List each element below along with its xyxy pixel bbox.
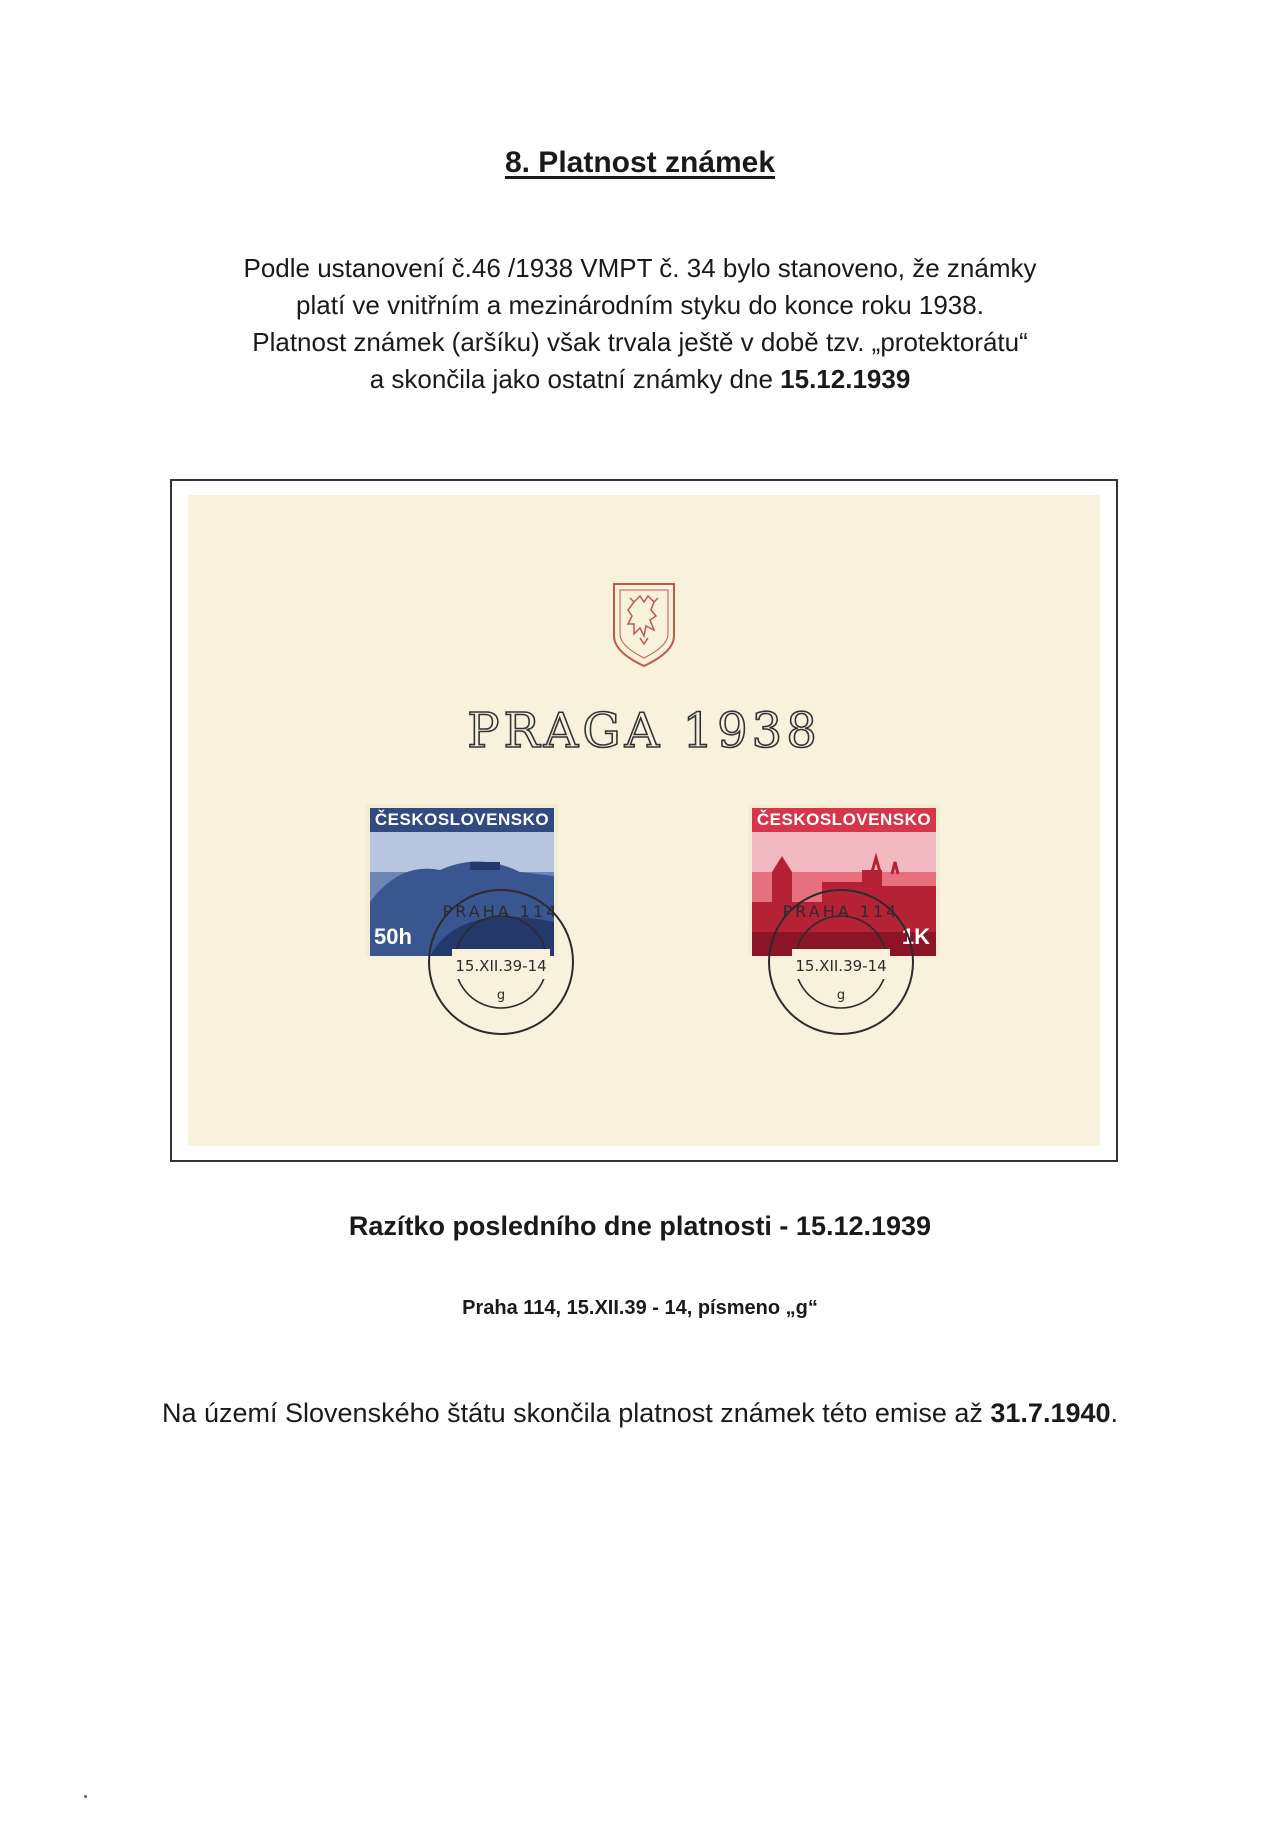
souvenir-sheet bbox=[188, 495, 1100, 1146]
stamp-value-label: 1K bbox=[901, 924, 930, 949]
scan-speck bbox=[84, 1795, 87, 1798]
intro-line-4-text: a skončila jako ostatní známky dne bbox=[369, 364, 781, 394]
stamp-country-label: ČESKOSLOVENSKO bbox=[370, 808, 554, 832]
intro-line-4 bbox=[150, 361, 1130, 398]
closing-period: . bbox=[1110, 1398, 1119, 1428]
postmark-date: 15.XII.39-14 bbox=[455, 957, 547, 975]
stamp-country-label: ČESKOSLOVENSKO bbox=[752, 808, 936, 832]
sheet-title: PRAGA 1938 bbox=[467, 703, 821, 759]
closing-sentence bbox=[0, 1398, 1280, 1429]
closing-text: Na území Slovenského štátu skončila platnost známek této emise až bbox=[161, 1398, 991, 1428]
coat-of-arms-icon bbox=[610, 580, 678, 670]
intro-end-date: 15.12.1939 bbox=[780, 364, 911, 394]
intro-line-3: Platnost známek (aršíku) však trvala ještě v době tzv. „protektorátu“ bbox=[252, 327, 1028, 357]
closing-date: 31.7.1940 bbox=[990, 1398, 1111, 1428]
postmark-place: PRAHA 114 bbox=[782, 902, 900, 921]
postmark-letter: g bbox=[496, 988, 506, 1003]
postmark-left bbox=[426, 887, 576, 1037]
postmark-letter: g bbox=[836, 988, 846, 1003]
intro-line-2: platí ve vnitřním a mezinárodním styku do konce roku 1938. bbox=[296, 290, 984, 320]
postmark-place: PRAHA 114 bbox=[442, 902, 560, 921]
postmark-detail-caption: Praha 114, 15.XII.39 - 14, písmeno „g“ bbox=[462, 1297, 818, 1319]
intro-line-1: Podle ustanovení č.46 /1938 VMPT č. 34 bylo stanoveno, že známky bbox=[243, 253, 1037, 283]
intro-paragraph bbox=[150, 250, 1130, 398]
page-heading: 8. Platnost známek bbox=[504, 146, 776, 179]
postmark-right bbox=[766, 887, 916, 1037]
stamp-value-label: 50h bbox=[374, 924, 412, 949]
souvenir-sheet-frame bbox=[170, 479, 1118, 1162]
postmark-caption: Razítko posledního dne platnosti - 15.12.1939 bbox=[348, 1211, 932, 1241]
postmark-date: 15.XII.39-14 bbox=[795, 957, 887, 975]
